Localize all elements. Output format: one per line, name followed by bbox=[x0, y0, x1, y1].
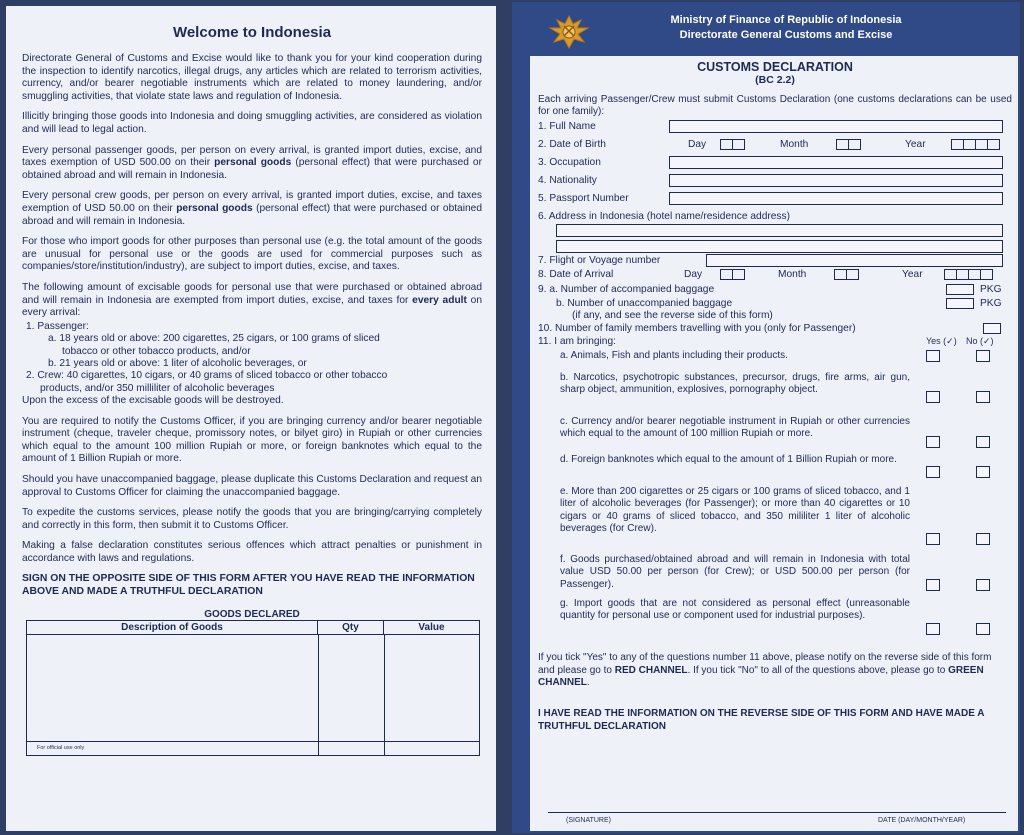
signature-label: (SIGNATURE) bbox=[566, 817, 611, 824]
commercial-paragraph: For those who import goods for other purposes than personal use (e.g. the total amount of the goods are unusual for personal use or the goods are used for commercial purposes such as companies/store/institution/industry), are subject to import duties, excise, and taxes. bbox=[22, 236, 482, 273]
no-header: No (✓) bbox=[966, 336, 994, 346]
question-c: c. Currency and/or bearer negotiable instrument in Rupiah or other currencies which equal to the amount of 100 million Rupiah or more. bbox=[560, 416, 910, 440]
truthful-declaration: I HAVE READ THE INFORMATION ON THE REVERSE SIDE OF THIS FORM AND HAVE MADE A TRUTHFUL DECLARATION bbox=[538, 708, 985, 732]
birth-year-boxes[interactable] bbox=[951, 139, 999, 150]
channel-instructions: If you tick "Yes" to any of the questions number 11 above, please notify on the reverse side of this form and please go to RED CHANNEL. If you tick "No" to all of the questions above, please go to GREEN CHANNEL. bbox=[538, 652, 992, 688]
arrival-day-boxes[interactable] bbox=[720, 269, 744, 280]
full-name-field[interactable] bbox=[669, 120, 1003, 133]
unaccompanied-baggage-row: b. Number of unaccompanied baggage PKG bbox=[556, 298, 1002, 309]
list-item: tobacco or other tobacco products, and/or bbox=[62, 345, 251, 357]
birth-month-boxes[interactable] bbox=[836, 139, 860, 150]
form-subtitle: (BC 2.2) bbox=[755, 74, 795, 86]
col-value: Value bbox=[418, 621, 445, 633]
flight-row: 7. Flight or Voyage number bbox=[538, 254, 1012, 268]
accompanied-baggage-box[interactable] bbox=[946, 284, 974, 295]
question-c-yes-checkbox[interactable] bbox=[926, 436, 940, 448]
question-e: e. More than 200 cigarettes or 25 cigars or 100 grams of sliced tobacco, and 1 liter of alcoholic beverages (for Passenger); or more than 40 cigarettes or 10 cigars or 40 grams of sliced tobacco, and 350 mililiter 1 liter of alcoholic beverages (for Crew). bbox=[560, 486, 910, 534]
bringing-header-row: 11. I am bringing: Yes (✓) No (✓) bbox=[538, 336, 994, 347]
question-a: a. Animals, Fish and plants including their products. bbox=[560, 350, 788, 361]
false-declaration-paragraph: Making a false declaration constitutes serious offences which attract penalties or punishment in accordance with laws and regulations. bbox=[22, 540, 482, 564]
goods-table-header bbox=[27, 621, 479, 635]
customs-emblem-icon bbox=[546, 12, 592, 52]
address-row: 6. Address in Indonesia (hotel name/residence address) bbox=[538, 208, 1012, 254]
goods-declared-section bbox=[22, 609, 482, 756]
list-item: b. 21 years old or above: 1 liter of alcoholic beverages, or bbox=[48, 357, 307, 369]
address-field-line2[interactable] bbox=[556, 240, 1003, 253]
ministry-heading: Ministry of Finance of Republic of Indonesia Directorate General Customs and Excise bbox=[670, 14, 902, 41]
expedite-paragraph: To expedite the customs services, please notify the goods that you are bringing/carrying completely and correctly in this form, then submit it to Customs Officer. bbox=[22, 507, 482, 531]
list-item: 1. Passenger: bbox=[26, 320, 89, 332]
question-d: d. Foreign banknotes which equal to the amount of 1 Billion Rupiah or more. bbox=[560, 454, 897, 465]
list-item: a. 18 years old or above: 200 cigarettes, 25 cigars, or 100 grams of sliced bbox=[48, 333, 380, 345]
accompanied-baggage-row: 9. a. Number of accompanied baggage PKG bbox=[538, 284, 1002, 295]
question-f-yes-checkbox[interactable] bbox=[926, 579, 940, 591]
excisable-paragraph: The following amount of excisable goods for personal use that were purchased or obtained abroad and will remain in Indonesia are exempted from import duties, excise, and taxes for every adult on every arrival: bbox=[22, 281, 482, 319]
question-e-no-checkbox[interactable] bbox=[976, 533, 990, 545]
goods-title: GOODS DECLARED bbox=[204, 608, 300, 620]
family-members-row: 10. Number of family members travelling with you (only for Passenger) bbox=[538, 323, 1012, 336]
passport-field[interactable] bbox=[669, 192, 1003, 205]
question-f-no-checkbox[interactable] bbox=[976, 579, 990, 591]
declaration-page bbox=[512, 2, 1020, 833]
arrival-date-row: 8. Date of Arrival Day Month Year bbox=[538, 268, 1012, 283]
arrival-year-boxes[interactable] bbox=[944, 269, 992, 280]
yes-header: Yes (✓) bbox=[926, 336, 957, 346]
question-g: g. Import goods that are not considered as personal effect (unreasonable quantity for personal use or component used for industrial purposes). bbox=[560, 598, 910, 622]
unaccompanied-baggage-box[interactable] bbox=[946, 298, 974, 309]
question-g-yes-checkbox[interactable] bbox=[926, 623, 940, 635]
customs-form bbox=[530, 56, 1018, 831]
address-field-line1[interactable] bbox=[556, 224, 1003, 237]
date-label: DATE (DAY/MONTH/YEAR) bbox=[878, 817, 966, 824]
col-description: Description of Goods bbox=[27, 621, 318, 634]
col-qty: Qty bbox=[318, 621, 384, 634]
info-page bbox=[6, 6, 496, 831]
form-intro: Each arriving Passenger/Crew must submit Customs Declaration (one customs declarations can be used for one family): bbox=[538, 94, 1012, 117]
question-b-yes-checkbox[interactable] bbox=[926, 391, 940, 403]
birth-day-boxes[interactable] bbox=[720, 139, 744, 150]
passenger-exemption-paragraph: Every personal passenger goods, per person on every arrival, is granted import duties, excise, and taxes exemption of USD 500.00 on their personal goods (personal effect) that were purchased or obtained abroad and will remain in Indonesia. bbox=[22, 144, 482, 181]
passport-row: 5. Passport Number bbox=[538, 190, 1012, 208]
excisable-list bbox=[22, 321, 482, 408]
nationality-row: 4. Nationality bbox=[538, 172, 1012, 190]
question-b-no-checkbox[interactable] bbox=[976, 391, 990, 403]
question-a-no-checkbox[interactable] bbox=[976, 350, 990, 362]
occupation-field[interactable] bbox=[669, 156, 1003, 169]
question-c-no-checkbox[interactable] bbox=[976, 436, 990, 448]
full-name-row: 1. Full Name bbox=[538, 118, 1012, 136]
goods-table bbox=[26, 620, 480, 756]
crew-exemption-paragraph: Every personal crew goods, per person on every arrival, is granted import duties, excise, and taxes exemption of USD 50.00 on their personal goods (personal effect) that were purchased or obtained abroad and will remain in Indonesia. bbox=[22, 190, 482, 227]
smuggling-paragraph: Illicitly bringing those goods into Indonesia and doing smuggling activities, are considered as violation and will lead to legal action. bbox=[22, 111, 482, 135]
form-header bbox=[512, 2, 1020, 58]
occupation-row: 3. Occupation bbox=[538, 154, 1012, 172]
question-d-no-checkbox[interactable] bbox=[976, 466, 990, 478]
question-b: b. Narcotics, psychotropic substances, precursor, drugs, fire arms, air gun, sharp object, ammunition, explosives, pornography object. bbox=[560, 372, 910, 396]
page-title: Welcome to Indonesia bbox=[172, 24, 332, 41]
official-use-note: For official use only bbox=[27, 741, 479, 755]
currency-paragraph: You are required to notify the Customs Officer, if you are bringing currency and/or bearer negotiable instrument (cheque, traveler cheque, promissory notes, or bilyet giro) in Rupiah or other currencies which equal to the amount 100 million Rupiah or more, or foreign banknotes which equal to the amount of 1 Billion Rupiah or more. bbox=[22, 415, 482, 465]
signature-line[interactable] bbox=[548, 812, 1006, 813]
baggage-paragraph: Should you have unaccompanied baggage, please duplicate this Customs Declaration and request an approval to Customs Officer for claiming the unaccompanied baggage. bbox=[22, 473, 482, 498]
column-divider bbox=[318, 635, 319, 755]
intro-paragraph: Directorate General of Customs and Excise would like to thank you for your kind cooperation during the inspection to identify narcotics, illegal drugs, any articles which are related to terrorism activities, currency, and/or bearer negotiable instruments which are related to money laundering, and/or smuggling activities, that violate state laws and regulation of Indonesia. bbox=[22, 53, 482, 102]
question-e-yes-checkbox[interactable] bbox=[926, 533, 940, 545]
form-title: CUSTOMS DECLARATION bbox=[697, 60, 853, 74]
unaccompanied-note-row: (if any, and see the reverse side of this form) bbox=[572, 310, 773, 321]
arrival-month-boxes[interactable] bbox=[834, 269, 858, 280]
sign-warning: SIGN ON THE OPPOSITE SIDE OF THIS FORM AFTER YOU HAVE READ THE INFORMATION ABOVE AND MADE A TRUTHFUL DECLARATION bbox=[22, 573, 475, 598]
list-item: Upon the excess of the excisable goods will be destroyed. bbox=[22, 395, 284, 407]
question-g-no-checkbox[interactable] bbox=[976, 623, 990, 635]
question-d-yes-checkbox[interactable] bbox=[926, 466, 940, 478]
list-item: 2. Crew: 40 cigarettes, 10 cigars, or 40 grams of sliced tobacco or other tobacco bbox=[26, 370, 388, 382]
column-divider bbox=[384, 635, 385, 755]
birth-date-row: 2. Date of Birth Day Month Year bbox=[538, 136, 1012, 154]
question-f: f. Goods purchased/obtained abroad and will remain in Indonesia with total value USD 50.00 per person (for Crew); or USD 500.00 per person (for Passenger). bbox=[560, 554, 910, 590]
nationality-field[interactable] bbox=[669, 174, 1003, 187]
question-a-yes-checkbox[interactable] bbox=[926, 350, 940, 362]
list-item: products, and/or 350 milliliter of alcoholic beverages bbox=[40, 382, 275, 394]
flight-field[interactable] bbox=[706, 254, 1003, 267]
family-members-box[interactable] bbox=[983, 323, 1001, 334]
